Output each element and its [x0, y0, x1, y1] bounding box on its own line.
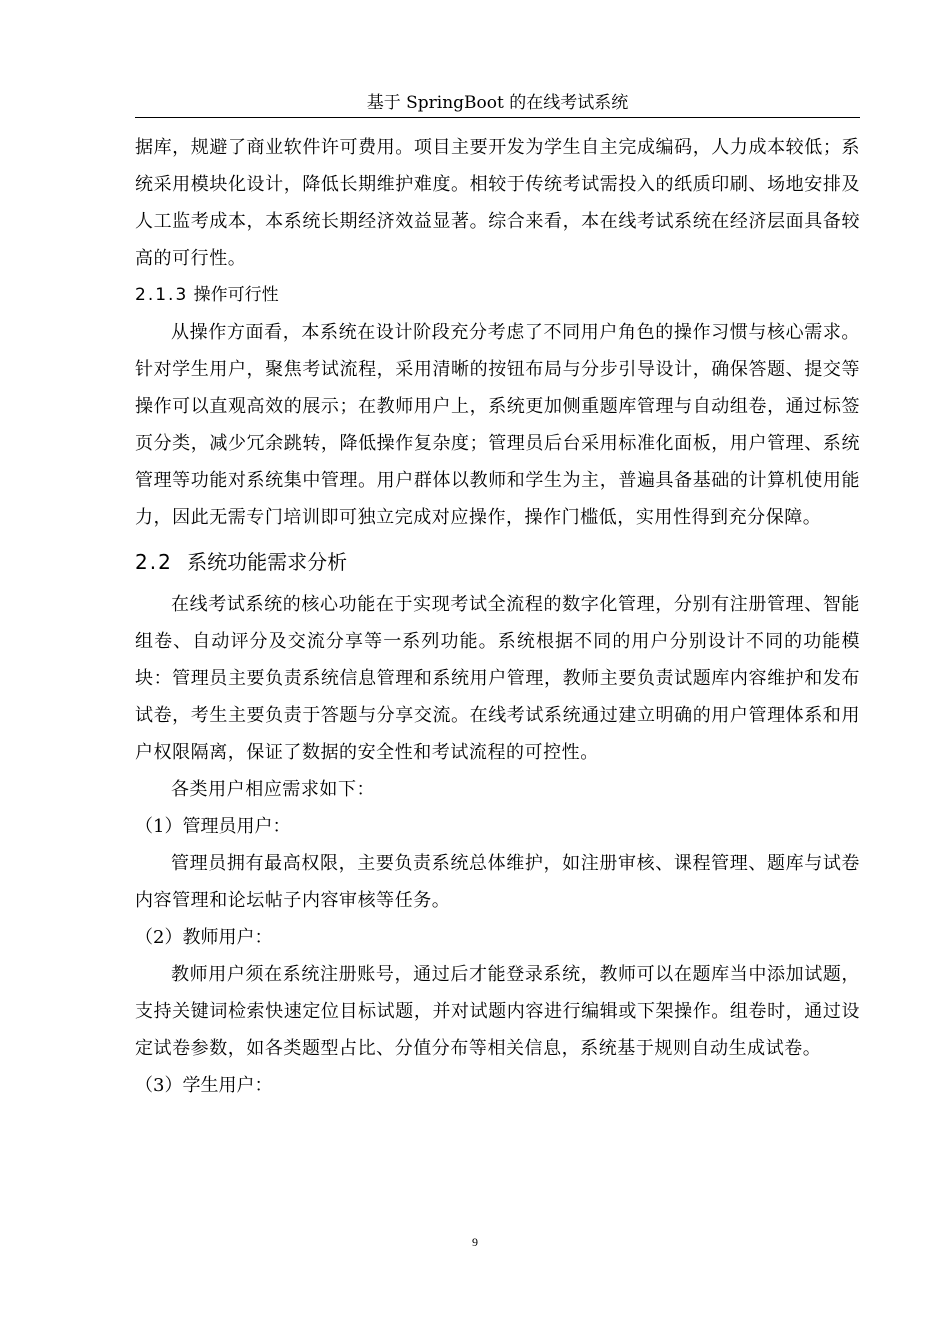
header-rule [135, 117, 860, 118]
paragraph: 各类用户相应需求如下： [171, 779, 376, 800]
list-item-admin: （1）管理员用户： [135, 816, 291, 837]
list-item-teacher: （2）教师用户： [135, 927, 273, 948]
section-title: 操作可行性 [193, 285, 279, 305]
paragraph: 在线考试系统的核心功能在于实现考试全流程的数字化管理，分别有注册管理、智能组卷、自动评分及交流分享等一系列功能。系统根据不同的用户分别设计不同的功能模块：管理员主要负责系统信息管理和系统用户管理，教师主要负责试题库内容维护和发布试卷，考生主要负责于答题与分享交流。在线考试系统通过建立明确的用户管理体系和用户权限隔离，保证了数据的安全性和考试流程的可控性。 [135, 594, 860, 763]
running-header: 基于 SpringBoot 的在线考试系统 [366, 93, 629, 113]
page-number: 9 [472, 1235, 478, 1249]
section-title: 系统功能需求分析 [187, 550, 348, 574]
section-heading-2-2 [135, 548, 860, 576]
list-item-student: （3）学生用户： [135, 1075, 273, 1096]
section-heading-2-1-3 [135, 277, 860, 314]
paragraph: 管理员拥有最高权限，主要负责系统总体维护，如注册审核、课程管理、题库与试卷内容管理和论坛帖子内容审核等任务。 [135, 853, 860, 911]
paragraph: 据库，规避了商业软件许可费用。项目主要开发为学生自主完成编码，人力成本较低；系统采用模块化设计，降低长期维护难度。相较于传统考试需投入的纸质印刷、场地安排及人工监考成本，本系统长期经济效益显著。综合来看，本在线考试系统在经济层面具备较高的可行性。 [135, 137, 860, 269]
section-number: 2.1.3 [135, 285, 189, 305]
paragraph: 从操作方面看，本系统在设计阶段充分考虑了不同用户角色的操作习惯与核心需求。针对学生用户，聚焦考试流程，采用清晰的按钮布局与分步引导设计，确保答题、提交等操作可以直观高效的展示；在教师用户上，系统更加侧重题库管理与自动组卷，通过标签页分类，减少冗余跳转，降低操作复杂度；管理员后台采用标准化面板，用户管理、系统管理等功能对系统集中管理。用户群体以教师和学生为主，普遍具备基础的计算机使用能力，因此无需专门培训即可独立完成对应操作，操作门槛低，实用性得到充分保障。 [135, 322, 860, 528]
paragraph: 教师用户须在系统注册账号，通过后才能登录系统，教师可以在题库当中添加试题，支持关键词检索快速定位目标试题，并对试题内容进行编辑或下架操作。组卷时，通过设定试卷参数，如各类题型占比、分值分布等相关信息，系统基于规则自动生成试卷。 [135, 964, 860, 1059]
section-number: 2.2 [135, 550, 173, 574]
page-body [135, 129, 860, 1104]
